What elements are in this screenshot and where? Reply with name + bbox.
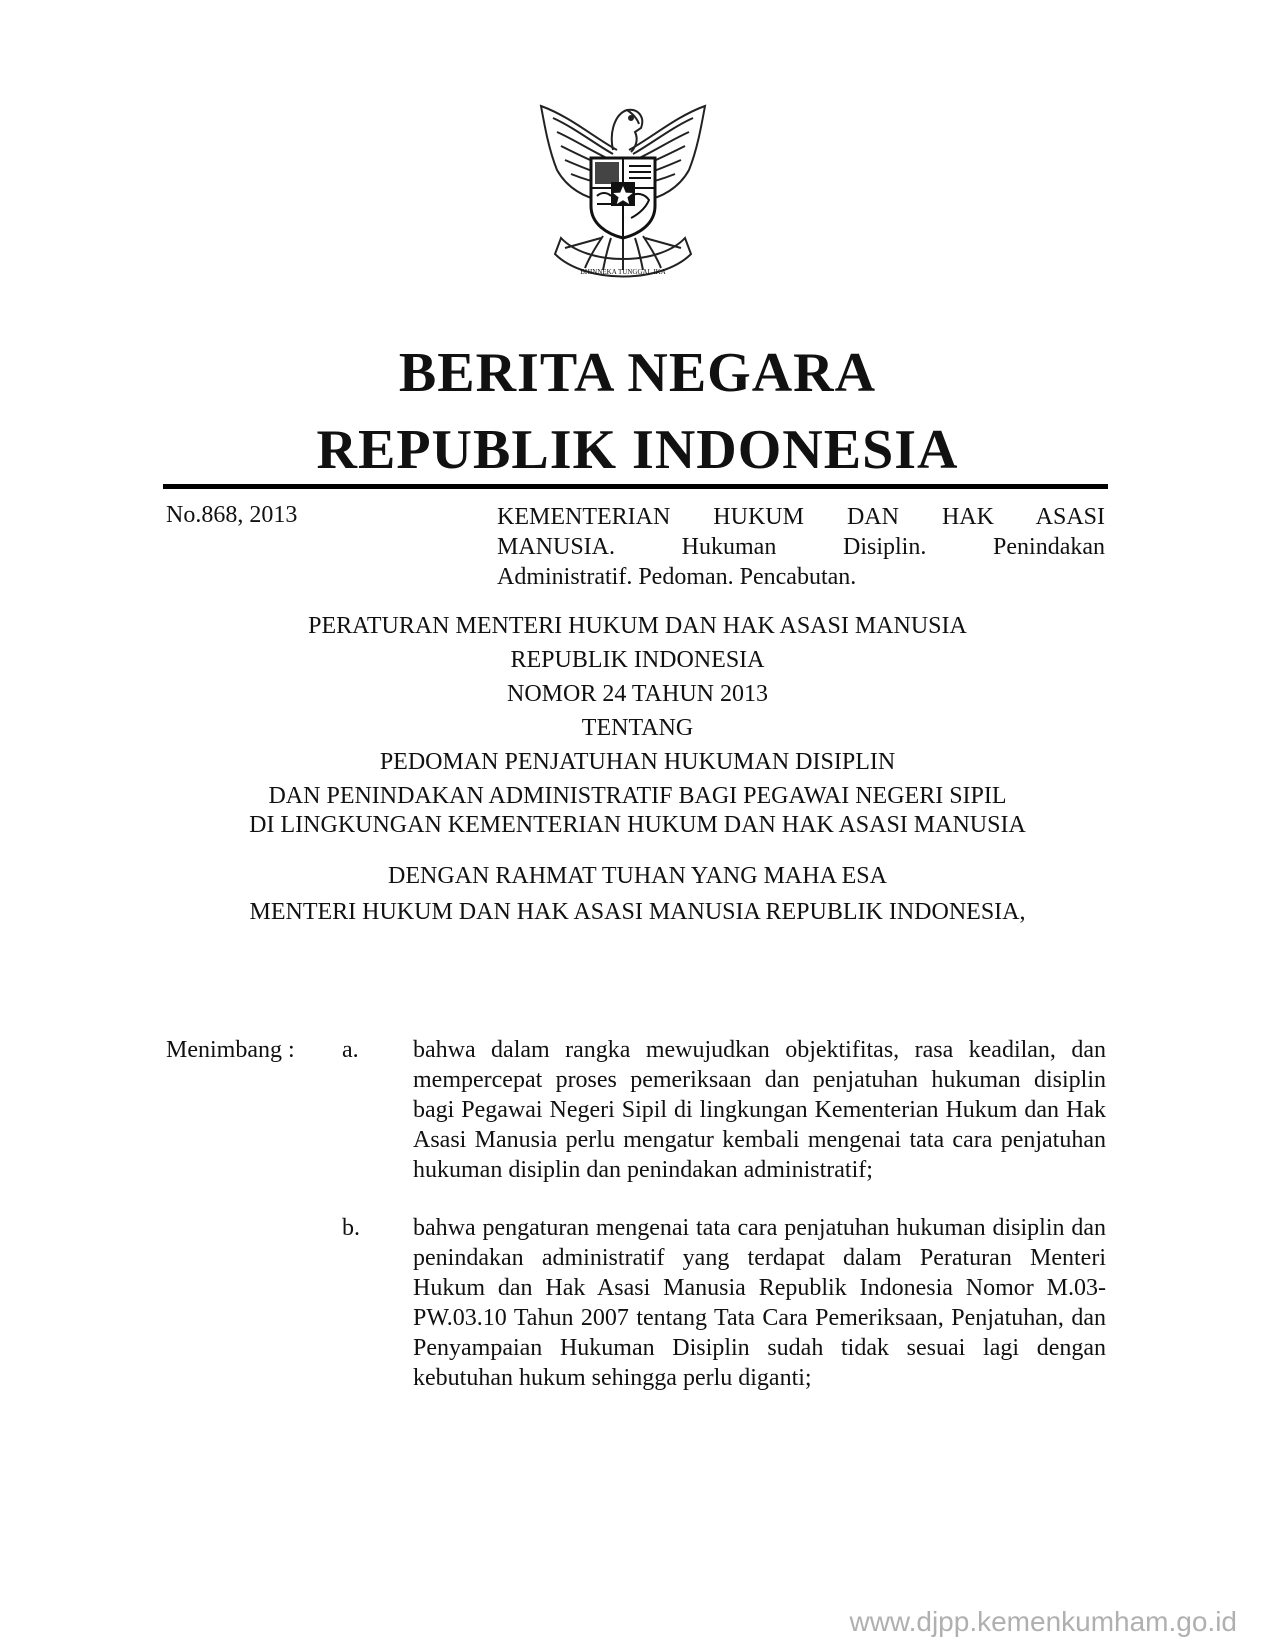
summary-line: Administratif. Pedoman. Pencabutan. [497, 564, 857, 590]
gazette-number: No.868, 2013 [166, 502, 298, 528]
item-marker: a. [342, 1037, 359, 1063]
summary-line: MANUSIA. Hukuman Disiplin. Penindakan [497, 534, 1105, 560]
considering-label: Menimbang : [166, 1037, 295, 1063]
considering-text: bahwa pengaturan mengenai tata cara penjatuhan hukuman disiplin dan penindakan administratif yang terdapat dalam Peraturan Menteri Hukum dan Hak Asasi Manusia Republik Indonesia Nomor M.03-PW.03.10 Tahun 2007 tentang Tata Cara Pemeriksaan, Penjatuhan, dan Penyampaian Hukuman Disiplin sudah tidak sesuai lagi dengan kebutuhan hukum sehingga perlu diganti; [413, 1215, 1106, 1391]
regulation-subject-line: DI LINGKUNGAN KEMENTERIAN HUKUM DAN HAK ASASI MANUSIA [249, 812, 1026, 838]
regulation-subject-line: DAN PENINDAKAN ADMINISTRATIF BAGI PEGAWAI NEGERI SIPIL [268, 783, 1007, 809]
issuing-authority: MENTERI HUKUM DAN HAK ASASI MANUSIA REPUBLIK INDONESIA, [249, 899, 1026, 925]
regulation-title-line: PERATURAN MENTERI HUKUM DAN HAK ASASI MANUSIA [308, 613, 967, 639]
summary-line: KEMENTERIAN HUKUM DAN HAK ASASI [497, 504, 1105, 530]
gazette-subtitle: REPUBLIK INDONESIA [316, 419, 959, 481]
considering-section [166, 1035, 1106, 1393]
regulation-title-line: REPUBLIK INDONESIA [510, 647, 765, 673]
garuda-emblem-icon [535, 88, 711, 292]
invocation: DENGAN RAHMAT TUHAN YANG MAHA ESA [388, 863, 887, 889]
considering-text: bahwa dalam rangka mewujudkan objektifitas, rasa keadilan, dan mempercepat proses pemeriksaan dan penjatuhan hukuman disiplin bagi Pegawai Negeri Sipil di lingkungan Kementerian Hukum dan Hak Asasi Manusia perlu mengatur kembali mengenai tata cara penjatuhan hukuman disiplin dan penindakan administratif; [413, 1037, 1106, 1183]
gazette-title: BERITA NEGARA [398, 342, 877, 404]
considering-item [166, 1213, 1106, 1393]
regulation-number: NOMOR 24 TAHUN 2013 [507, 681, 768, 707]
svg-text:BHINNEKA TUNGGAL IKA: BHINNEKA TUNGGAL IKA [580, 268, 666, 276]
gazette-summary [497, 502, 1105, 592]
regulation-title-line: TENTANG [581, 715, 694, 741]
title-rule [163, 484, 1108, 489]
item-marker: b. [342, 1215, 360, 1241]
footer-url-watermark: www.djpp.kemenkumham.go.id [849, 1606, 1237, 1637]
regulation-subject-line: PEDOMAN PENJATUHAN HUKUMAN DISIPLIN [379, 749, 896, 775]
considering-item [166, 1035, 1106, 1185]
